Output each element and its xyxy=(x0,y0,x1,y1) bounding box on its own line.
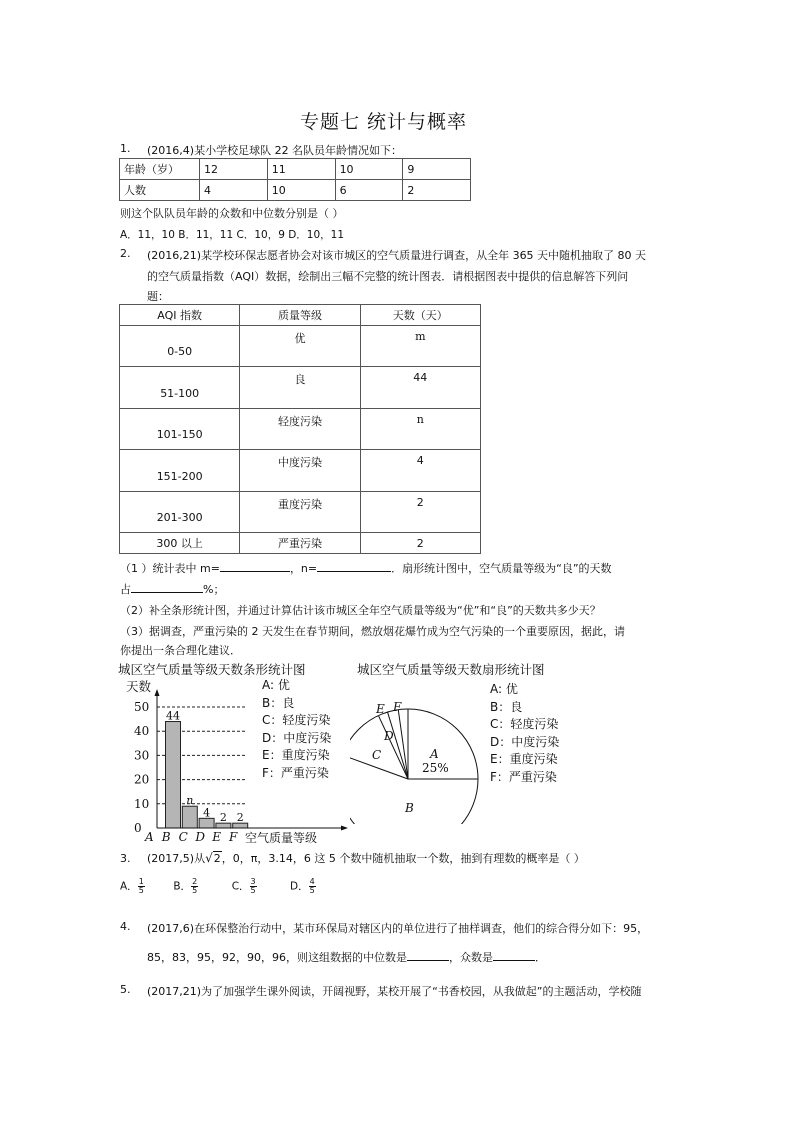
bar-y-axis-arrow xyxy=(155,689,160,696)
q3-option-label: B． xyxy=(173,880,192,893)
q2-sub1-text-d: 占 xyxy=(120,583,131,596)
m-answer-blank[interactable] xyxy=(220,560,290,572)
q3-option-label: D． xyxy=(290,880,309,893)
q4-text-a: 85，83，95，92，90，96，则这组数据的中位数是 xyxy=(147,951,407,964)
fraction xyxy=(250,878,257,895)
q2-sub1-line1 xyxy=(120,560,612,576)
q1-number: 1. xyxy=(120,142,131,155)
q1-cell: 人数 xyxy=(120,180,200,201)
pie-chart xyxy=(350,690,490,824)
q2-cell: 中度污染 xyxy=(240,450,360,492)
q3-option-b xyxy=(173,878,228,895)
q2-sub1-text-b: ，n= xyxy=(289,562,318,575)
pie-legend-item-c: C：轻度污染 xyxy=(490,717,559,731)
q2-cell: 2 xyxy=(360,533,480,554)
q4-text-b: ，众数是 xyxy=(448,951,493,964)
pie-slice-boundary xyxy=(388,712,408,779)
bar-chart-legend xyxy=(262,677,331,782)
bar-legend-item-d: D：中度污染 xyxy=(262,730,332,745)
pie-slice-label-C: C xyxy=(372,748,382,762)
fraction-denominator: 5 xyxy=(309,886,315,895)
q1-question: 则这个队队员年龄的众数和中位数分别是（ ） xyxy=(120,207,344,220)
q2-cell: 300 以上 xyxy=(120,533,240,554)
q1-age-table xyxy=(119,158,471,201)
pie-legend-item-e: E：重度污染 xyxy=(490,752,558,766)
fraction-numerator: 4 xyxy=(309,877,315,886)
bar-category-label: A xyxy=(145,830,154,844)
q4-line1: (2017,6)在环保整治行动中，某市环保局对辖区内的单位进行了抽样调查，他们的综合得分如下：95， xyxy=(147,922,649,935)
q3-option-label: C． xyxy=(231,880,250,893)
q2-sub2: （2）补全条形统计图，并通过计算估计该市城区全年空气质量等级为“优”和“良”的天数共多少天？ xyxy=(120,604,601,617)
bar-category-label: D xyxy=(195,830,206,844)
q1-options: A．11，10 B．11，11 C．10，9 D．10，11 xyxy=(120,229,345,241)
bar-C-drawn xyxy=(182,806,197,828)
q2-cell: 51-100 xyxy=(120,367,240,409)
q2-cell: n xyxy=(360,409,480,450)
q1-cell: 4 xyxy=(199,180,267,201)
q1-cell: 2 xyxy=(403,180,471,201)
bar-data-label: n xyxy=(186,794,194,808)
fraction-denominator: 5 xyxy=(138,886,144,895)
pie-legend-item-f: F：严重污染 xyxy=(490,769,557,784)
bar-data-label: 2 xyxy=(219,811,227,825)
q3-options xyxy=(120,878,340,895)
q2-cell: 重度污染 xyxy=(240,492,360,533)
bar-chart-title: 城区空气质量等级天数条形统计图 xyxy=(118,662,306,677)
bar-legend-item-b: B：良 xyxy=(262,695,295,710)
q2-header-cell: AQI 指数 xyxy=(120,305,240,326)
q2-sub3-line2: 你提出一条合理化建议． xyxy=(120,644,241,657)
pie-chart-legend xyxy=(490,681,559,786)
bar-category-label: B xyxy=(161,830,171,844)
bar-legend-item-c: C：轻度污染 xyxy=(262,713,331,727)
bar-legend-item-a: A: 优 xyxy=(262,678,290,692)
bar-category-label: C xyxy=(178,830,188,844)
q2-cell: 严重污染 xyxy=(240,533,360,554)
pie-legend-item-d: D：中度污染 xyxy=(490,734,560,749)
bar-y-tick-label: 30 xyxy=(134,748,150,763)
bar-data-label: 2 xyxy=(236,811,244,825)
pie-chart-title: 城区空气质量等级天数扇形统计图 xyxy=(357,662,545,677)
q2-line2: 的空气质量指数（AQI）数据，绘制出三幅不完整的统计图表．请根据图表中提供的信息解答下列问 xyxy=(147,270,629,283)
percent-answer-blank[interactable] xyxy=(131,581,203,593)
q1-cell: 年龄（岁） xyxy=(120,159,200,180)
bar-y-tick-label: 50 xyxy=(134,700,150,714)
q3-text xyxy=(147,850,585,866)
q2-header-cell: 质量等级 xyxy=(240,305,360,326)
pie-legend-item-a: A: 优 xyxy=(490,682,518,696)
q1-cell: 6 xyxy=(335,180,403,201)
bar-y-tick-label: 10 xyxy=(134,796,150,811)
q1-cell: 11 xyxy=(267,159,335,180)
q2-cell: m xyxy=(360,326,480,367)
bar-legend-item-f: F：严重污染 xyxy=(262,765,329,780)
q3-option-c xyxy=(232,878,287,895)
sqrt-radicand: 2 xyxy=(213,852,221,865)
bar-x-axis-arrow xyxy=(341,826,348,831)
q2-sub1-text-c: ．扇形统计图中，空气质量等级为“良”的天数 xyxy=(391,562,612,575)
q3-option-a xyxy=(120,878,170,895)
bar-data-label: 4 xyxy=(203,806,211,820)
page-title: 专题七 统计与概率 xyxy=(300,111,468,133)
q2-cell: 2 xyxy=(360,492,480,533)
q4-line2 xyxy=(147,949,546,965)
bar-chart-xlabel: 空气质量等级 xyxy=(245,831,318,845)
pie-slice-label-B: B xyxy=(405,801,414,815)
bar-data-label: 44 xyxy=(166,709,180,723)
q1-cell: 12 xyxy=(199,159,267,180)
q2-aqi-table xyxy=(119,304,481,554)
bar-chart-ylabel: 天数 xyxy=(126,679,152,694)
q2-line1: (2016,21)某学校环保志愿者协会对该市城区的空气质量进行调查，从全年 365 天中随机抽取了 80 天 xyxy=(147,249,647,262)
q4-text-c: ． xyxy=(534,951,546,964)
q1-cell: 10 xyxy=(267,180,335,201)
q2-line3: 题： xyxy=(147,290,169,303)
bar-y-tick-label: 20 xyxy=(134,772,150,787)
q2-cell: 151-200 xyxy=(120,450,240,492)
fraction-denominator: 5 xyxy=(192,886,198,895)
q2-header-cell: 天数（天） xyxy=(360,305,480,326)
q5-line1: (2017,21)为了加强学生课外阅读，开阔视野，某校开展了“书香校园，从我做起”的主题活动，学校随 xyxy=(147,985,642,998)
fraction-numerator: 1 xyxy=(138,877,144,886)
q2-cell: 101-150 xyxy=(120,409,240,450)
pie-slice-percent-a: 25% xyxy=(422,761,449,775)
bar-y-tick-label: 40 xyxy=(134,724,150,739)
n-answer-blank[interactable] xyxy=(317,560,391,572)
fraction xyxy=(191,878,198,895)
fraction-numerator: 2 xyxy=(192,877,198,886)
q3-text-b: ，0，π，3.14，6 这 5 个数中随机抽取一个数，抽到有理数的概率是（ ） xyxy=(221,852,585,865)
bar-D xyxy=(199,818,214,828)
q2-sub3-line1: （3）据调查，严重污染的 2 天发生在春节期间，燃放烟花爆竹成为空气污染的一个重要原因，据此，请 xyxy=(120,625,625,638)
pie-slice-label-D: D xyxy=(384,729,394,743)
q2-cell: 轻度污染 xyxy=(240,409,360,450)
q1-cell: 10 xyxy=(335,159,403,180)
median-answer-blank[interactable] xyxy=(407,949,449,961)
q3-option-label: A． xyxy=(120,880,138,893)
q2-cell: 44 xyxy=(360,367,480,409)
q3-option-d xyxy=(290,878,340,895)
q2-cell: 201-300 xyxy=(120,492,240,533)
pie-legend-item-b: B：良 xyxy=(490,699,523,714)
bar-y-tick-label: 0 xyxy=(134,821,142,835)
q1-text: (2016,4)某小学校足球队 22 名队员年龄情况如下： xyxy=(147,144,403,157)
q2-sub1-line2 xyxy=(120,581,224,597)
q2-cell: 良 xyxy=(240,367,360,409)
q2-sub1-text-a: （1 ）统计表中 m= xyxy=(120,562,220,575)
q2-cell: 优 xyxy=(240,326,360,367)
fraction-denominator: 5 xyxy=(250,886,256,895)
sqrt-symbol: √ xyxy=(205,851,213,865)
pie-slice-label-F: F xyxy=(393,700,402,714)
bar-category-label: F xyxy=(229,830,238,844)
bar-B xyxy=(166,722,181,828)
q4-number: 4. xyxy=(120,920,131,933)
pie-slice-label-A: A xyxy=(430,747,439,761)
q3-number: 3. xyxy=(120,852,131,865)
pie-slice-label-E: E xyxy=(376,702,385,716)
q3-text-a: (2017,5)从 xyxy=(147,852,206,865)
mode-answer-blank[interactable] xyxy=(493,949,535,961)
bar-category-label: E xyxy=(212,830,221,844)
q2-number: 2. xyxy=(120,247,131,260)
q2-sub1-text-e: %； xyxy=(203,583,225,596)
q1-cell: 9 xyxy=(403,159,471,180)
fraction-numerator: 3 xyxy=(250,877,256,886)
fraction xyxy=(309,878,316,895)
q5-number: 5. xyxy=(120,983,131,996)
bar-legend-item-e: E：重度污染 xyxy=(262,748,330,762)
fraction xyxy=(138,878,145,895)
q2-cell: 0-50 xyxy=(120,326,240,367)
q2-cell: 4 xyxy=(360,450,480,492)
pie-outline xyxy=(350,709,478,824)
